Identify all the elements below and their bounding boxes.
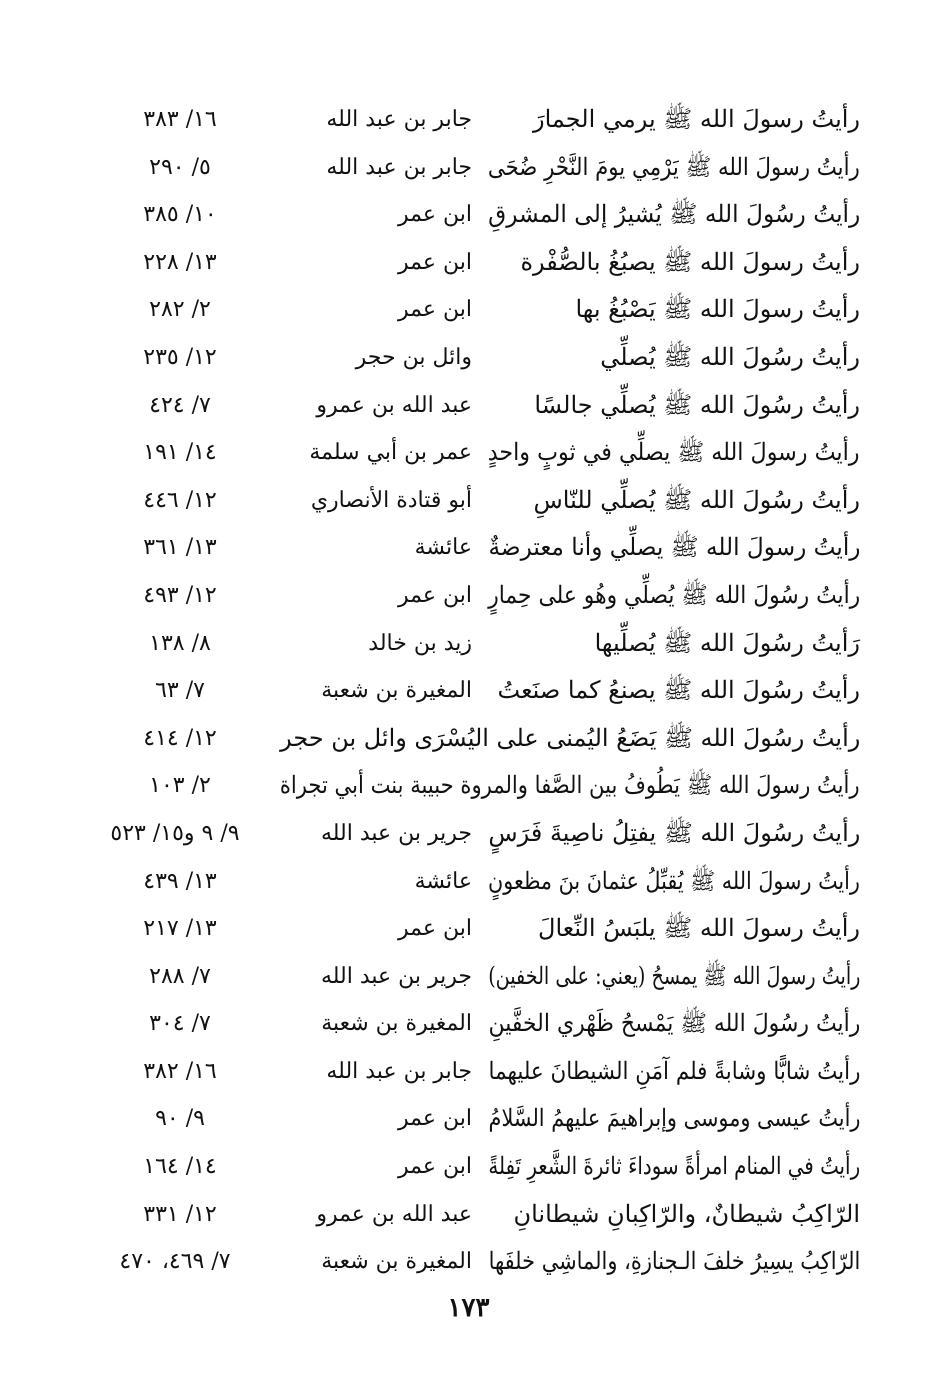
narrator-name: جابر بن عبد الله [326, 154, 472, 180]
volume-page-reference: ١٣/ ٢١٧ [143, 916, 217, 942]
index-row [100, 96, 860, 144]
volume-page-reference: ٧/ ٦٣ [155, 678, 205, 704]
hadith-text: رأيتُ رسُولَ الله ﷺ يُصلِّي [600, 342, 860, 371]
narrator-name: جابر بن عبد الله [326, 107, 472, 132]
volume-page-reference: ١٦/ ٣٨٣ [143, 107, 217, 132]
index-row [100, 382, 860, 430]
hadith-text: رأيتُ رسولَ الله ﷺ يرمي الجمارَ [533, 105, 860, 133]
index-row [100, 429, 860, 477]
index-row [100, 953, 860, 1001]
hadith-text: رأيتُ رسولَ الله ﷺ يصلِّي في ثوبٍ واحدٍ [488, 438, 860, 467]
hadith-text: رأيتُ رسولَ الله ﷺ يصبُغُ بالصُّفْرة [520, 247, 860, 276]
volume-page-reference: ٢/ ١٠٣ [149, 773, 211, 799]
volume-page-reference: ١٤/ ١٩١ [143, 440, 217, 466]
volume-page-reference: ١٠/ ٣٨٥ [143, 202, 217, 228]
narrator-name: جرير بن عبد الله [320, 820, 472, 846]
index-row [100, 667, 860, 715]
hadith-text: رأيتُ رسُولَ الله ﷺ يُصلِّي للنّاسِ [533, 485, 860, 514]
index-row [100, 239, 860, 287]
narrator-name: أبو قتادة الأنصاري [310, 487, 472, 513]
narrator-name: عائشة [414, 868, 472, 894]
narrator-name: المغيرة بن شعبة [321, 1249, 472, 1275]
volume-page-reference: ٧/ ٢٨٨ [149, 963, 211, 989]
index-row [100, 1048, 860, 1096]
volume-page-reference: ٩/ ٩٠ [155, 1106, 205, 1132]
index-row [100, 334, 860, 382]
volume-page-reference: ٧/ ٤٦٩، ٤٧٠ [119, 1249, 231, 1275]
index-row [100, 715, 860, 763]
hadith-text: رأيتُ رسولَ الله ﷺ يلبَسُ النِّعالَ [538, 914, 860, 943]
index-row [100, 191, 860, 239]
index-row [100, 905, 860, 953]
index-row [100, 477, 860, 525]
hadith-text: رأيتُ رسُولَ الله ﷺ يصنعُ كما صنَعتُ [497, 676, 860, 705]
hadith-index-table [100, 96, 860, 1286]
page-number: ١٧٣ [447, 1293, 490, 1323]
volume-page-reference: ٩/ ٩ و١٥/ ٥٢٣ [110, 820, 240, 846]
volume-page-reference: ١٢/ ٢٣٥ [143, 344, 217, 370]
hadith-text: رأيتُ رسُولَ الله ﷺ يُصلِّي وهُو على حِمارٍ [488, 580, 860, 609]
hadith-text: رأيتُ عيسى وموسى وإبراهيمَ عليهمُ السَّلامُ [488, 1104, 860, 1133]
volume-page-reference: ٨/ ١٣٨ [149, 630, 211, 656]
index-row [100, 810, 860, 858]
narrator-name: ابن عمر [398, 297, 472, 323]
index-row [100, 572, 860, 620]
index-row [100, 1143, 860, 1191]
hadith-text: الرّاكِبُ شيطانٌ، والرّاكِبانِ شيطانانِ [513, 1199, 860, 1228]
hadith-text: الرّاكِبُ يسِيرُ خلفَ الـجنازةِ، والماشِي خلفَها [488, 1247, 860, 1276]
narrator-name: جرير بن عبد الله [320, 963, 472, 989]
hadith-text: رأيتُ رسولَ الله ﷺ يصلِّي وأنا معترضةٌ [488, 533, 860, 562]
volume-page-reference: ١٢/ ٣٣١ [143, 1201, 217, 1227]
index-row [100, 858, 860, 906]
hadith-text: رأيتُ رسُولَ الله ﷺ يَضَعُ اليُمنى على اليُسْرَى وائل بن حجر [279, 723, 860, 752]
narrator-name: ابن عمر [398, 249, 472, 275]
hadith-text: رأيتُ رسُولَ الله ﷺ يُصلِّي جالسًا [534, 390, 860, 419]
volume-page-reference: ٧/ ٤٢٤ [149, 392, 211, 418]
narrator-name: ابن عمر [398, 202, 472, 228]
hadith-text: رأيتُ رسولَ الله ﷺ يُقبِّلُ عثمانَ بنَ مظعونٍ [488, 866, 860, 895]
narrator-name: المغيرة بن شعبة [321, 678, 472, 704]
narrator-name: المغيرة بن شعبة [321, 1011, 472, 1037]
index-row [100, 620, 860, 668]
index-row [100, 524, 860, 572]
narrator-name: ابن عمر [398, 1154, 472, 1180]
hadith-text: رأيتُ رسولَ الله ﷺ يَرْمِي يومَ النَّحْرِ ضُحَى [488, 152, 860, 181]
narrator-name: عبد الله بن عمرو [316, 392, 472, 418]
narrator-name: عمر بن أبي سلمة [309, 440, 472, 466]
volume-page-reference: ١٤/ ١٦٤ [143, 1154, 217, 1180]
volume-page-reference: ٢/ ٢٨٢ [149, 297, 211, 323]
hadith-text: رأيتُ رسُولَ الله ﷺ يفتِلُ ناصِيةَ فَرَسٍ [488, 818, 860, 847]
hadith-text: رأيتُ رسُولَ الله ﷺ يَمْسحُ ظَهْري الخفَّينِ [488, 1009, 860, 1038]
index-row [100, 1000, 860, 1048]
hadith-text: رأيتُ في المنام امرأةً سوداءَ ثائرةَ الشَّعرِ تَفِلةً [488, 1152, 860, 1181]
index-row [100, 762, 860, 810]
narrator-name: ابن عمر [398, 1106, 472, 1132]
index-row [100, 1238, 860, 1286]
hadith-text: رأيتُ رسولَ الله ﷺ يَطُوفُ بين الصَّفا والمروة حبيبة بنت أبي تجراة [280, 771, 860, 800]
narrator-name: ابن عمر [398, 582, 472, 608]
volume-page-reference: ١٢/ ٤٩٣ [143, 582, 217, 608]
hadith-text: رأيتُ رسولَ الله ﷺ يمسحُ (يعني: على الخفين) [487, 961, 860, 990]
volume-page-reference: ١٢/ ٤٤٦ [143, 487, 217, 513]
volume-page-reference: ١٦/ ٣٨٢ [143, 1058, 217, 1084]
index-row [100, 286, 860, 334]
narrator-name: جابر بن عبد الله [326, 1058, 472, 1084]
hadith-text: رأيتُ شابًّا وشابةً فلم آمَنِ الشيطانَ عليهما [488, 1056, 860, 1085]
index-row [100, 1095, 860, 1143]
volume-page-reference: ٧/ ٣٠٤ [149, 1011, 211, 1037]
volume-page-reference: ١٣/ ٣٦١ [143, 535, 217, 561]
narrator-name: عبد الله بن عمرو [316, 1201, 472, 1227]
volume-page-reference: ١٢/ ٤١٤ [143, 725, 217, 751]
volume-page-reference: ١٣/ ٤٣٩ [143, 868, 217, 894]
hadith-text: رَأيتُ رسُولَ الله ﷺ يُصلِّيها [594, 628, 860, 657]
narrator-name: عائشة [414, 535, 472, 561]
hadith-text: رأيتُ رسولَ الله ﷺ يَصْبُغُ بها [575, 295, 860, 324]
narrator-name: ابن عمر [398, 916, 472, 942]
index-row [100, 144, 860, 192]
index-row [100, 1191, 860, 1239]
narrator-name: زيد بن خالد [368, 630, 472, 656]
volume-page-reference: ١٣/ ٢٢٨ [143, 249, 217, 275]
hadith-text: رأيتُ رسُولَ الله ﷺ يُشيرُ إلى المشرقِ [487, 200, 860, 229]
volume-page-reference: ٥/ ٢٩٠ [149, 154, 211, 180]
narrator-name: وائل بن حجر [355, 344, 472, 370]
